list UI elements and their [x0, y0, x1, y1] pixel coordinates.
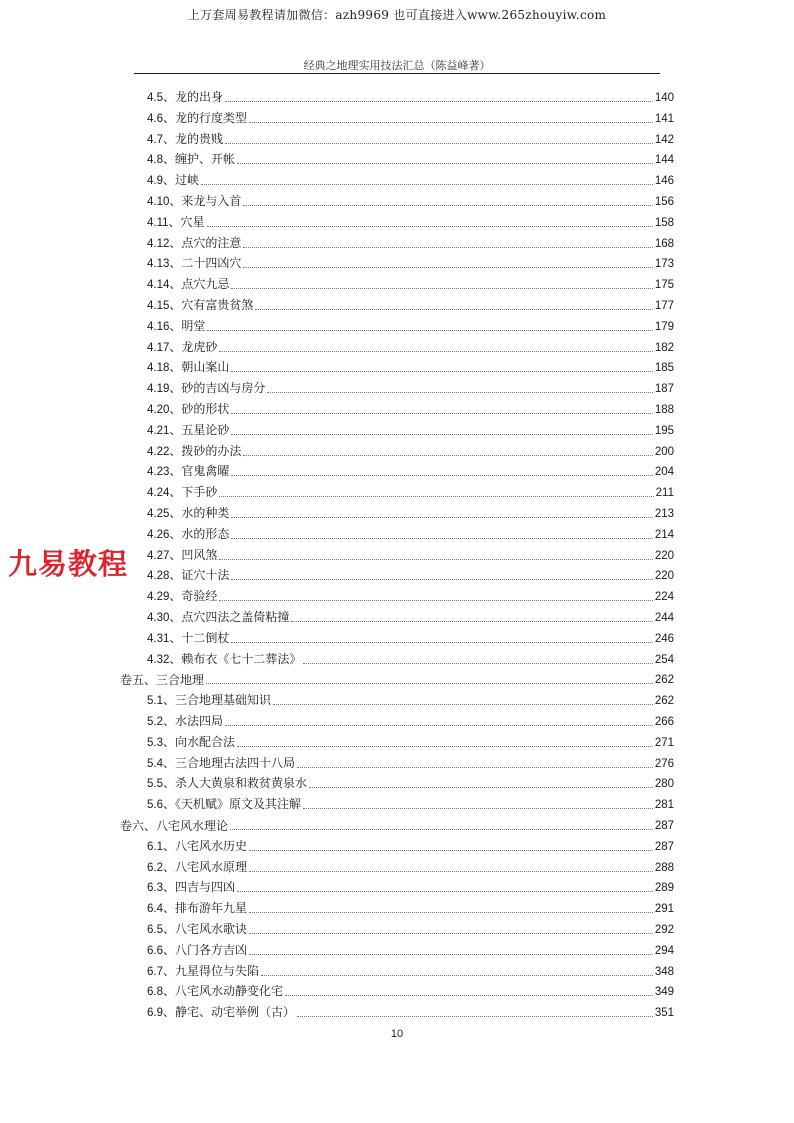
- toc-section-entry[interactable]: [147, 522, 674, 542]
- toc-dot-leader: [249, 850, 653, 851]
- toc-section-entry[interactable]: [147, 272, 674, 292]
- top-banner: 上万套周易教程请加微信：azh9969 也可直接进入www.265zhouyiw.com: [187, 8, 607, 22]
- toc-entry-number: 5.6: [147, 799, 163, 812]
- toc-entry-title: 4.20、砂的形状: [147, 402, 230, 416]
- toc-entry-text: 卷五、三合地理: [120, 673, 205, 688]
- toc-entry-text: 三合地理基础知识: [175, 693, 272, 708]
- toc-entry-title: 6.4、排布游年九星: [147, 901, 248, 916]
- toc-dot-leader: [249, 933, 653, 934]
- toc-section-entry[interactable]: [147, 626, 674, 646]
- toc-entry-number: 4.20: [147, 404, 170, 416]
- toc-section-entry[interactable]: [147, 563, 674, 583]
- toc-entry-title: 4.8、缠护、开帐: [147, 152, 236, 167]
- toc-page-number: 254: [654, 653, 674, 666]
- toc-entry-text: 十二倒杖: [181, 630, 230, 645]
- toc-page-number: 177: [654, 300, 674, 312]
- toc-page-number: 281: [654, 799, 674, 812]
- toc-entry-text: 八宅风水历史: [175, 838, 248, 853]
- toc-entry-title: 4.14、点穴九忌: [147, 277, 230, 292]
- toc-dot-leader: [225, 725, 653, 726]
- toc-entry-number: 5.1: [147, 695, 163, 708]
- toc-dot-leader: [267, 392, 652, 393]
- toc-dot-leader: [219, 351, 652, 352]
- toc-entry-number: 4.31: [147, 632, 170, 645]
- toc-dot-leader: [303, 808, 653, 809]
- toc-section-entry[interactable]: [147, 293, 674, 313]
- toc-entry-text: 杀人大黄泉和救贫黄泉水: [175, 776, 308, 791]
- toc-entry-text: 证穴十法: [181, 568, 230, 583]
- toc-entry-number: 4.19: [147, 383, 170, 396]
- toc-entry-title: 4.6、龙的行度类型: [147, 110, 248, 125]
- toc-entry-text: 朝山案山: [181, 360, 230, 375]
- toc-dot-leader: [309, 787, 653, 788]
- toc-page-number: 276: [654, 757, 674, 770]
- toc-entry-title: 4.21、五星论砂: [147, 422, 230, 437]
- toc-dot-leader: [249, 912, 653, 913]
- toc-entry-number: 4.22: [147, 445, 170, 458]
- toc-dot-leader: [231, 538, 652, 539]
- toc-entry-text: 卷六、八宅风水理论: [120, 819, 229, 833]
- toc-entry-title: 6.7、九星得位与失陷: [147, 963, 260, 978]
- toc-entry-text: 八门各方吉凶: [175, 942, 248, 957]
- toc-entry-title: 6.9、静宅、动宅举例（古）: [147, 1005, 296, 1020]
- toc-page-number: 262: [654, 674, 674, 687]
- toc-entry-title: 4.26、水的形态: [147, 526, 230, 541]
- toc-entry-number: 4.17: [147, 341, 170, 354]
- toc-entry-text: 缠护、开帐: [175, 152, 236, 167]
- toc-entry-text: 四吉与四凶: [175, 880, 236, 895]
- toc-section-entry[interactable]: [147, 543, 674, 563]
- toc-dot-leader: [243, 455, 652, 456]
- toc-dot-leader: [273, 704, 653, 705]
- toc-entry-title: 4.23、官鬼禽曜: [147, 464, 230, 479]
- toc-section-entry[interactable]: [147, 376, 674, 396]
- toc-entry-text: 水的形态: [181, 526, 230, 541]
- toc-dot-leader: [201, 184, 653, 185]
- toc-page-number: 214: [654, 528, 674, 541]
- toc-section-entry[interactable]: [147, 480, 674, 500]
- toc-section-entry[interactable]: [147, 335, 674, 355]
- toc-dot-leader: [231, 579, 652, 580]
- toc-entry-number: 4.5: [147, 92, 163, 104]
- toc-entry-number: 5.4: [147, 757, 163, 770]
- toc-entry-title: 6.2、八宅风水原理: [147, 859, 248, 874]
- toc-dot-leader: [249, 871, 653, 872]
- toc-entry-text: 下手砂: [181, 485, 218, 500]
- toc-dot-leader: [225, 101, 653, 102]
- toc-entry-number: 4.15: [147, 300, 170, 312]
- toc-page-number: 204: [654, 466, 674, 479]
- toc-section-entry[interactable]: [147, 210, 674, 230]
- toc-entry-text: 砂的形状: [181, 402, 230, 416]
- toc-page-number: 220: [654, 549, 674, 562]
- toc-entry-number: 6.3: [147, 882, 163, 895]
- toc-dot-leader: [219, 600, 652, 601]
- toc-entry-title: 4.30、点穴四法之盖倚粘撞: [147, 610, 290, 624]
- toc-entry-title: 4.17、龙虎砂: [147, 339, 218, 354]
- toc-section-entry[interactable]: [147, 751, 674, 771]
- toc-entry-text: 八宅风水动静变化宅: [175, 984, 284, 999]
- toc-page-number: 213: [654, 508, 674, 520]
- toc-entry-number: 4.13: [147, 258, 170, 271]
- toc-page-number: 182: [654, 341, 674, 354]
- toc-entry-text: 龙的贵贱: [175, 131, 224, 146]
- toc-dot-leader: [231, 413, 652, 414]
- toc-dot-leader: [303, 663, 652, 664]
- toc-page-number: 266: [654, 716, 674, 728]
- toc-page-number: 246: [654, 632, 674, 645]
- toc-entry-number: 6.5: [147, 924, 163, 936]
- toc-entry-number: 4.30: [147, 612, 170, 624]
- toc-dot-leader: [297, 1016, 653, 1017]
- toc-entry-text: 砂的吉凶与房分: [181, 381, 266, 396]
- toc-entry-number: 4.7: [147, 133, 163, 146]
- toc-section-entry[interactable]: [147, 605, 674, 625]
- toc-entry-title: 5.4、三合地理古法四十八局: [147, 755, 296, 770]
- toc-page-number: 187: [654, 383, 674, 396]
- toc-dot-leader: [231, 475, 652, 476]
- toc-entry-text: 凹风煞: [181, 547, 218, 562]
- toc-entry-text: 点穴九忌: [181, 277, 230, 292]
- toc-page-number: 200: [654, 445, 674, 458]
- toc-dot-leader: [237, 163, 653, 164]
- toc-page-number: 291: [654, 903, 674, 916]
- toc-dot-leader: [237, 891, 653, 892]
- toc-entry-title: 5.5、杀人大黄泉和救贫黄泉水: [147, 776, 308, 791]
- running-header-title: 经典之地理实用技法汇总（陈益峰著）: [303, 59, 491, 72]
- toc-entry-title: 4.32、赖布衣《七十二葬法》: [147, 651, 302, 666]
- toc-dot-leader: [249, 122, 653, 123]
- toc-entry-number: 5.2: [147, 716, 163, 728]
- toc-page-number: 146: [654, 175, 674, 188]
- toc-section-entry[interactable]: [147, 397, 674, 417]
- toc-entry-text: 排布游年九星: [175, 901, 248, 916]
- toc-entry-text: 点穴的注意: [181, 235, 242, 250]
- toc-section-entry[interactable]: [147, 938, 674, 958]
- toc-dot-leader: [291, 621, 652, 622]
- toc-entry-title: 4.5、龙的出身: [147, 90, 224, 104]
- toc-entry-number: 4.27: [147, 549, 170, 562]
- toc-entry-number: 6.4: [147, 903, 163, 916]
- toc-page-number: 185: [654, 362, 674, 375]
- toc-section-entry[interactable]: [147, 459, 674, 479]
- toc-dot-leader: [249, 954, 653, 955]
- toc-section-entry[interactable]: [147, 106, 674, 126]
- toc-section-entry[interactable]: [147, 85, 674, 105]
- toc-dot-leader: [231, 288, 652, 289]
- toc-page-number: 144: [654, 154, 674, 167]
- watermark-logo: 九易教程: [8, 547, 129, 581]
- toc-page-number: 175: [654, 279, 674, 292]
- toc-section-entry[interactable]: [147, 251, 674, 271]
- toc-entry-text: 八宅风水歌诀: [175, 922, 248, 936]
- page-number: 10: [390, 1028, 404, 1040]
- toc-entry-title: 4.11、穴星: [147, 214, 205, 229]
- toc-dot-leader: [225, 143, 653, 144]
- toc-section-entry[interactable]: [147, 418, 674, 438]
- toc-entry-title: 4.15、穴有富贵贫煞: [147, 298, 254, 312]
- toc-page-number: 173: [654, 258, 674, 271]
- toc-dot-leader: [219, 559, 652, 560]
- toc-dot-leader: [261, 975, 653, 976]
- toc-section-entry[interactable]: [147, 127, 674, 147]
- toc-entry-text: 水的种类: [181, 506, 230, 520]
- toc-entry-title: 5.1、三合地理基础知识: [147, 693, 272, 708]
- toc-entry-text: 向水配合法: [175, 734, 236, 749]
- toc-section-entry[interactable]: [147, 875, 674, 895]
- toc-dot-leader: [231, 371, 652, 372]
- toc-entry-number: 6.8: [147, 986, 163, 999]
- toc-section-entry[interactable]: [147, 771, 674, 791]
- toc-page-number: 140: [654, 92, 674, 104]
- toc-section-entry[interactable]: [147, 501, 674, 521]
- toc-entry-text: 穴星: [180, 214, 205, 229]
- toc-page-number: 348: [654, 965, 674, 978]
- toc-section-entry[interactable]: [147, 647, 674, 667]
- toc-entry-text: 来龙与入首: [181, 194, 242, 208]
- toc-page-number: 141: [654, 112, 674, 125]
- toc-entry-text: 拨砂的办法: [181, 443, 242, 458]
- toc-entry-text: 八宅风水原理: [175, 859, 248, 874]
- toc-page-number: 244: [654, 612, 674, 624]
- toc-dot-leader: [237, 746, 653, 747]
- toc-section-entry[interactable]: [147, 917, 674, 937]
- toc-page-number: 287: [654, 820, 674, 832]
- toc-dot-leader: [243, 247, 652, 248]
- toc-entry-number: 4.29: [147, 591, 170, 604]
- toc-page-number: 292: [654, 924, 674, 936]
- toc-entry-number: 6.6: [147, 944, 163, 957]
- toc-entry-text: 奇验经: [181, 589, 218, 604]
- toc-entry-title: 4.10、来龙与入首: [147, 194, 242, 208]
- toc-section-entry[interactable]: [147, 688, 674, 708]
- toc-section-entry[interactable]: [147, 584, 674, 604]
- toc-page-number: 271: [654, 736, 674, 749]
- toc-entry-number: 4.14: [147, 279, 170, 292]
- toc-entry-text: 三合地理古法四十八局: [175, 755, 296, 770]
- toc-entry-title: 6.5、八宅风水歌诀: [147, 922, 248, 936]
- toc-entry-number: 4.8: [147, 154, 163, 167]
- toc-page-number: 168: [654, 237, 674, 250]
- toc-page-number: 288: [654, 861, 674, 874]
- toc-entry-title: 6.1、八宅风水历史: [147, 838, 248, 853]
- toc-entry-number: 4.6: [147, 112, 163, 125]
- toc-dot-leader: [219, 496, 653, 497]
- toc-entry-text: 穴有富贵贫煞: [181, 298, 254, 312]
- toc-section-entry[interactable]: [147, 709, 674, 729]
- toc-dot-leader: [207, 330, 652, 331]
- toc-entry-title: 5.3、向水配合法: [147, 734, 236, 749]
- toc-page-number: 220: [654, 570, 674, 583]
- toc-entry-text: 九星得位与失陷: [175, 963, 260, 978]
- toc-page-number: 280: [654, 778, 674, 791]
- toc-page-number: 211: [655, 487, 674, 500]
- toc-section-entry[interactable]: [147, 855, 674, 875]
- toc-dot-leader: [255, 309, 652, 310]
- toc-entry-text: 明堂: [181, 318, 206, 333]
- toc-entry-text: 赖布衣《七十二葬法》: [181, 651, 302, 666]
- toc-page-number: 349: [654, 986, 674, 999]
- toc-entry-text: 二十四凶穴: [181, 256, 242, 271]
- toc-entry-number: 4.10: [147, 196, 170, 208]
- toc-entry-number: 4.16: [147, 320, 170, 333]
- toc-entry-number: 4.18: [147, 362, 170, 375]
- toc-entry-text: 龙的出身: [175, 90, 224, 104]
- toc-entry-title: 6.3、四吉与四凶: [147, 880, 236, 895]
- toc-entry-number: 4.23: [147, 466, 170, 479]
- toc-entry-number: 6.9: [147, 1007, 163, 1020]
- toc-dot-leader: [230, 829, 653, 830]
- toc-entry-title: 4.12、点穴的注意: [147, 235, 242, 250]
- toc-section-entry[interactable]: [147, 792, 674, 812]
- toc-entry-text: 《天机赋》原文及其注解: [175, 797, 302, 812]
- toc-dot-leader: [207, 226, 653, 227]
- toc-entry-title: 4.27、凹风煞: [147, 547, 218, 562]
- toc-entry-title: 4.28、证穴十法: [147, 568, 230, 583]
- toc-entry-text: 过峡: [175, 173, 200, 188]
- toc-entry-title: [120, 673, 204, 687]
- toc-entry-title: 4.18、朝山案山: [147, 360, 230, 375]
- toc-entry-title: 4.31、十二倒杖: [147, 630, 230, 645]
- toc-section-entry[interactable]: [147, 959, 674, 979]
- toc-entry-number: 4.9: [147, 175, 163, 188]
- toc-page-number: 158: [654, 216, 674, 229]
- toc-section-entry[interactable]: [147, 355, 674, 375]
- toc-page-number: 179: [654, 320, 674, 333]
- toc-entry-number: 4.28: [147, 570, 170, 583]
- toc-section-entry[interactable]: [147, 439, 674, 459]
- toc-page-number: 262: [654, 695, 674, 708]
- toc-entry-number: 4.32: [147, 653, 170, 666]
- toc-entry-number: 4.11: [147, 216, 169, 229]
- header-divider: [134, 73, 660, 74]
- toc-entry-text: 五星论砂: [181, 422, 230, 437]
- toc-section-entry[interactable]: [147, 231, 674, 251]
- toc-entry-text: 水法四局: [175, 714, 224, 728]
- toc-entry-title: 4.16、明堂: [147, 318, 206, 333]
- toc-chapter-entry[interactable]: [120, 813, 674, 833]
- toc-entry-title: 4.9、过峡: [147, 173, 200, 188]
- toc-section-entry[interactable]: [147, 1000, 674, 1020]
- toc-entry-title: 4.29、奇验经: [147, 589, 218, 604]
- toc-entry-number: 4.26: [147, 528, 170, 541]
- toc-page-number: 195: [654, 424, 674, 437]
- toc-dot-leader: [231, 642, 652, 643]
- toc-entry-title: 4.13、二十四凶穴: [147, 256, 242, 271]
- toc-entry-number: 6.2: [147, 861, 163, 874]
- toc-page-number: 142: [654, 133, 674, 146]
- toc-entry-number: 6.7: [147, 965, 163, 978]
- toc-dot-leader: [231, 434, 652, 435]
- toc-entry-title: 6.6、八门各方吉凶: [147, 942, 248, 957]
- toc-dot-leader: [243, 205, 652, 206]
- toc-entry-title: 5.6、《天机赋》原文及其注解: [147, 797, 302, 812]
- toc-dot-leader: [231, 517, 652, 518]
- toc-section-entry[interactable]: [147, 189, 674, 209]
- toc-section-entry[interactable]: [147, 834, 674, 854]
- toc-entry-title: 6.8、八宅风水动静变化宅: [147, 984, 284, 999]
- toc-page-number: 224: [654, 591, 674, 604]
- toc-section-entry[interactable]: [147, 730, 674, 750]
- toc-entry-text: 官鬼禽曜: [181, 464, 230, 479]
- toc-entry-title: 4.19、砂的吉凶与房分: [147, 381, 266, 396]
- toc-page-number: 287: [654, 840, 674, 853]
- toc-entry-number: 5.5: [147, 778, 163, 791]
- toc-entry-text: 点穴四法之盖倚粘撞: [181, 610, 290, 624]
- toc-entry-title: 4.22、拨砂的办法: [147, 443, 242, 458]
- toc-page-number: 289: [654, 882, 674, 895]
- toc-entry-text: 龙虎砂: [181, 339, 218, 354]
- toc-section-entry[interactable]: [147, 979, 674, 999]
- toc-section-entry[interactable]: [147, 896, 674, 916]
- toc-entry-title: 4.7、龙的贵贱: [147, 131, 224, 146]
- toc-section-entry[interactable]: [147, 147, 674, 167]
- toc-chapter-entry[interactable]: [120, 667, 674, 687]
- toc-dot-leader: [285, 995, 653, 996]
- toc-entry-number: 5.3: [147, 736, 163, 749]
- toc-page-number: 156: [654, 196, 674, 208]
- toc-entry-number: 4.21: [147, 424, 170, 437]
- toc-entry-title: [120, 819, 228, 833]
- toc-entry-text: 静宅、动宅举例（古）: [175, 1005, 296, 1020]
- toc-page-number: 188: [654, 404, 674, 416]
- toc-entry-title: 4.24、下手砂: [147, 485, 218, 500]
- toc-dot-leader: [243, 267, 652, 268]
- toc-entry-number: 4.24: [147, 487, 170, 500]
- toc-entry-title: 4.25、水的种类: [147, 506, 230, 520]
- toc-dot-leader: [297, 767, 653, 768]
- toc-entry-number: 6.1: [147, 840, 163, 853]
- toc-dot-leader: [206, 683, 653, 684]
- toc-entry-text: 龙的行度类型: [175, 110, 248, 125]
- toc-section-entry[interactable]: [147, 314, 674, 334]
- toc-entry-number: 4.25: [147, 508, 170, 520]
- toc-page-number: 351: [654, 1007, 674, 1020]
- toc-entry-title: 5.2、水法四局: [147, 714, 224, 728]
- toc-section-entry[interactable]: [147, 168, 674, 188]
- toc-page-number: 294: [654, 944, 674, 957]
- toc-entry-number: 4.12: [147, 237, 170, 250]
